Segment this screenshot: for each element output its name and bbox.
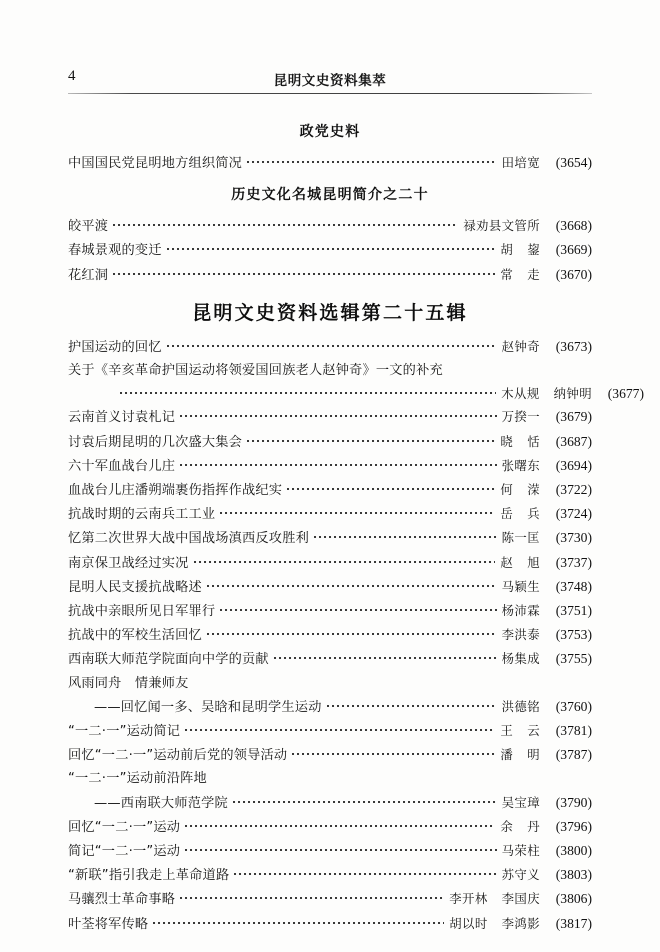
entry-page-number: (3817) — [555, 915, 592, 931]
author-name: 吴宝璋 — [501, 794, 540, 810]
author-name: 李国庆 — [501, 891, 540, 907]
header-divider-rule — [68, 93, 592, 94]
author-name: 洪德铭 — [501, 698, 540, 714]
toc-entry[interactable] — [68, 767, 592, 790]
leader-dots — [113, 216, 458, 230]
entry-author — [502, 526, 540, 549]
entry-author — [502, 599, 540, 622]
author-name: 胡 — [500, 242, 514, 258]
entry-title[interactable]: 中国国民党昆明地方组织简况 — [68, 156, 243, 171]
toc-entry[interactable] — [68, 647, 592, 671]
author-name: 张曙东 — [501, 457, 540, 473]
leader-dots — [314, 528, 497, 542]
entry-title[interactable]: 回忆“一二·一”运动 — [68, 819, 181, 835]
entry-title[interactable]: “新联”指引我走上革命道路 — [68, 868, 230, 884]
leader-dots — [233, 793, 497, 807]
author-name: 余 — [500, 818, 514, 834]
toc-entry[interactable] — [68, 151, 592, 175]
author-name: 木从规 — [501, 386, 540, 402]
leader-dots — [274, 649, 497, 663]
toc-entry[interactable] — [68, 263, 592, 287]
leader-dots — [185, 841, 496, 855]
toc-entry[interactable] — [68, 335, 592, 359]
author-name: 苏守义 — [501, 867, 540, 883]
entry-page-number: (3751) — [555, 603, 592, 619]
author-name: 马颖生 — [501, 578, 540, 594]
entry-page-number: (3687) — [555, 433, 592, 449]
toc-entry[interactable] — [68, 839, 592, 863]
entry-page-number: (3787) — [555, 747, 592, 763]
author-name: 杨沛霖 — [501, 603, 540, 619]
toc-entry-continuation — [68, 382, 644, 405]
author-name: 鋆 — [527, 242, 540, 258]
toc-entry[interactable] — [68, 672, 592, 695]
entry-page-number: (3803) — [555, 867, 592, 883]
author-name: 田培宽 — [501, 155, 540, 170]
leader-dots — [327, 697, 497, 711]
author-name: 明 — [527, 747, 540, 763]
toc-entry[interactable] — [68, 912, 592, 936]
entry-page-number: (3753) — [555, 627, 592, 643]
entry-page-number: (3679) — [555, 409, 592, 425]
author-name: 恬 — [527, 433, 540, 449]
entry-page-number: (3790) — [555, 794, 592, 810]
entry-title[interactable]: 关于《辛亥革命护国运动将领爱国回族老人赵钟奇》一文的补充 — [68, 363, 443, 379]
entry-page-number: (3748) — [555, 578, 592, 594]
entry-author — [502, 695, 540, 718]
author-name: 赵钟奇 — [501, 338, 540, 354]
author-name: 走 — [527, 266, 540, 282]
leader-dots — [185, 817, 495, 831]
leader-dots — [120, 384, 496, 398]
toc-entry[interactable] — [68, 430, 592, 454]
section-heading: 历史文化名城昆明简介之二十 — [231, 187, 429, 204]
entry-author — [502, 405, 540, 428]
toc-entry[interactable] — [68, 454, 592, 478]
toc-entry[interactable] — [68, 238, 592, 262]
entry-author — [500, 551, 540, 574]
leader-dots — [287, 480, 495, 494]
author-name: 晓 — [500, 433, 514, 449]
entry-page-number: (3668) — [555, 218, 592, 234]
toc-entry[interactable] — [68, 214, 592, 238]
toc-entry[interactable] — [68, 743, 592, 767]
leader-dots — [220, 504, 495, 518]
author-name: 云 — [527, 723, 540, 739]
toc-entry[interactable] — [68, 791, 592, 815]
page-header — [68, 66, 592, 100]
entry-author — [500, 430, 540, 453]
entry-page-number: (3781) — [555, 723, 592, 739]
toc-entry[interactable] — [68, 623, 592, 647]
leader-dots — [292, 745, 495, 759]
entry-page-number: (3670) — [555, 266, 592, 282]
author-name: 李洪泰 — [501, 627, 540, 643]
entry-title[interactable]: 护国运动的回忆 — [68, 339, 162, 355]
toc-entry[interactable] — [68, 719, 592, 743]
leader-dots — [180, 456, 497, 470]
entry-page-number: (3669) — [555, 242, 592, 258]
entry-author — [500, 719, 540, 742]
leader-dots — [153, 914, 444, 928]
leader-dots — [180, 889, 444, 903]
entry-title[interactable]: “一二·一”运动简记 — [68, 724, 181, 740]
entry-author — [500, 263, 540, 286]
author-name: 旭 — [527, 554, 540, 570]
author-name: 常 — [500, 266, 514, 282]
leader-dots — [220, 601, 496, 615]
entry-page-number: (3730) — [555, 530, 592, 546]
author-name: 马荣柱 — [501, 843, 540, 859]
entry-title[interactable]: “一二·一”运动前沿阵地 — [68, 771, 207, 787]
author-name: 李鸿影 — [501, 915, 540, 931]
entry-page-number: (3737) — [555, 554, 592, 570]
leader-dots — [113, 265, 495, 279]
author-name: 何 — [500, 482, 514, 498]
entry-page-number: (3760) — [555, 698, 592, 714]
entry-title[interactable]: 马骧烈士革命事略 — [68, 892, 176, 908]
entry-title[interactable]: 六十军血战台儿庄 — [68, 458, 176, 474]
main-section-title: 昆明文史资料选辑第二十五辑 — [192, 301, 468, 324]
entry-page-number: (3806) — [555, 891, 592, 907]
entry-author — [502, 647, 540, 670]
leader-dots — [185, 721, 495, 735]
entry-author — [502, 335, 540, 358]
leader-dots — [207, 577, 497, 591]
leader-dots — [247, 432, 495, 446]
leader-dots — [167, 240, 496, 254]
entry-author — [449, 912, 540, 935]
author-name: 王 — [500, 723, 514, 739]
entry-author — [500, 478, 540, 501]
entry-author — [501, 382, 592, 405]
entry-title[interactable]: 血战台儿庄潘朔端裹伤指挥作战纪实 — [68, 483, 283, 499]
entry-title[interactable]: 抗战时期的云南兵工工业 — [68, 507, 216, 523]
toc-entry[interactable] — [68, 526, 592, 550]
author-name: 陈一匡 — [501, 530, 540, 546]
entry-page-number: (3800) — [555, 843, 592, 859]
entry-page-number: (3673) — [555, 338, 592, 354]
entry-author — [502, 791, 540, 814]
entry-author — [502, 839, 540, 862]
toc-entry[interactable] — [68, 478, 592, 502]
entry-author — [502, 151, 540, 174]
entry-author — [500, 238, 540, 261]
toc-entry[interactable] — [68, 863, 592, 887]
entry-author — [502, 623, 540, 646]
author-name: 赵 — [500, 554, 514, 570]
leader-dots — [247, 153, 497, 167]
entry-title[interactable]: 讨袁后期昆明的几次盛大集会 — [68, 434, 243, 450]
entry-author — [449, 887, 540, 910]
toc-entry[interactable] — [68, 405, 592, 429]
toc-entry[interactable] — [68, 551, 592, 575]
entry-author — [502, 454, 540, 477]
toc-entry[interactable] — [68, 695, 592, 719]
entry-page-number: (3694) — [555, 457, 592, 473]
table-of-contents — [68, 112, 644, 936]
author-name: 丹 — [527, 818, 540, 834]
author-name: 兵 — [527, 506, 540, 522]
entry-title[interactable]: 抗战中的军校生活回忆 — [68, 628, 202, 644]
author-name: 纳钟明 — [553, 386, 592, 402]
toc-entry[interactable] — [68, 359, 592, 382]
entry-author — [500, 502, 540, 525]
entry-page-number: (3755) — [555, 651, 592, 667]
entry-title[interactable]: 皎平渡 — [68, 219, 109, 235]
author-name: 李开林 — [449, 891, 488, 907]
entry-title[interactable]: 南京保卫战经过实况 — [68, 555, 189, 571]
toc-entry[interactable] — [68, 887, 592, 911]
author-name: 杨集成 — [501, 651, 540, 667]
entry-title[interactable]: 云南首义讨袁札记 — [68, 410, 176, 426]
entry-title[interactable]: 西南联大师范学院面向中学的贡献 — [68, 652, 269, 668]
entry-page-number: (3796) — [555, 818, 592, 834]
author-name: 禄劝县文管所 — [463, 218, 540, 234]
author-name: 岳 — [500, 506, 514, 522]
page-number: 4 — [68, 68, 76, 84]
leader-dots — [167, 337, 497, 351]
entry-author — [502, 575, 540, 598]
entry-title[interactable]: 简记“一二·一”运动 — [68, 844, 181, 860]
leader-dots — [194, 553, 496, 567]
entry-title[interactable]: 昆明人民支援抗战略述 — [68, 579, 202, 595]
entry-page-number: (3724) — [555, 506, 592, 522]
entry-title[interactable]: ——西南联大师范学院 — [94, 795, 228, 811]
author-name: 溁 — [527, 482, 540, 498]
entry-author — [463, 214, 540, 237]
toc-entry[interactable] — [68, 815, 592, 839]
leader-dots — [234, 865, 496, 879]
section-heading: 政党史料 — [299, 124, 361, 140]
entry-title[interactable]: 春城景观的变迁 — [68, 243, 162, 259]
entry-title[interactable]: 回忆“一二·一”运动前后党的领导活动 — [68, 748, 288, 764]
toc-entry[interactable] — [68, 502, 592, 526]
entry-title[interactable]: 花红洞 — [68, 267, 109, 283]
entry-author — [500, 815, 540, 838]
entry-author — [500, 743, 540, 766]
entry-author — [502, 863, 540, 886]
entry-page-number: (3677) — [607, 386, 644, 402]
entry-title[interactable]: ——回忆闻一多、吴晗和昆明学生运动 — [94, 699, 322, 715]
entry-page-number: (3654) — [555, 155, 592, 170]
leader-dots — [180, 407, 497, 421]
author-name: 万揆一 — [501, 409, 540, 425]
running-head-title: 昆明文史资料集萃 — [273, 73, 387, 89]
entry-title[interactable]: 抗战中亲眼所见日军罪行 — [68, 604, 216, 620]
entry-title[interactable]: 忆第二次世界大战中国战场滇西反攻胜利 — [68, 531, 309, 547]
author-name: 潘 — [500, 747, 514, 763]
entry-page-number: (3722) — [555, 482, 592, 498]
toc-entry[interactable] — [68, 599, 592, 623]
entry-title[interactable]: 风雨同舟 情兼师友 — [68, 675, 189, 691]
leader-dots — [207, 625, 497, 639]
author-name: 胡以时 — [449, 915, 488, 931]
toc-entry[interactable] — [68, 575, 592, 599]
entry-title[interactable]: 叶荃将军传略 — [68, 916, 149, 932]
